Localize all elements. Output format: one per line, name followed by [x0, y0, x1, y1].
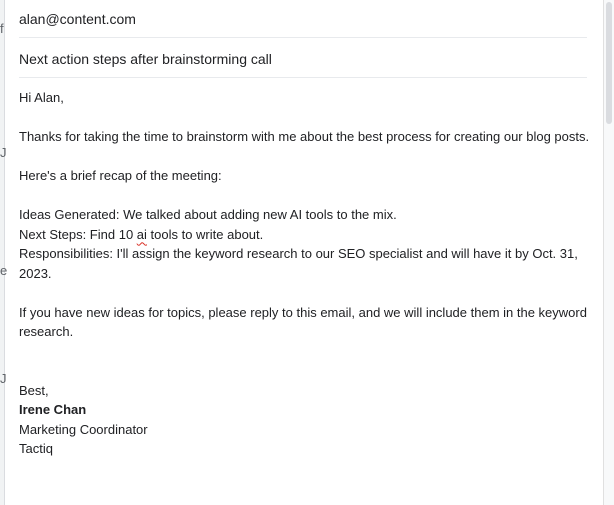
background-text-fragment: J: [0, 145, 7, 160]
sender-title: Marketing Coordinator: [19, 421, 148, 437]
greeting: Hi Alan,: [19, 90, 64, 105]
next-steps-text-end: tools to write about.: [146, 226, 264, 242]
responsibilities-line: Responsibilities: I'll assign the keyword research to our SEO specialist and will have it by Oct. 31, 2023.: [19, 246, 578, 281]
vertical-scrollbar[interactable]: [603, 0, 614, 505]
background-text-fragment: f: [0, 21, 4, 36]
to-field[interactable]: [19, 0, 587, 38]
ideas-line: Ideas Generated: We talked about adding new AI tools to the mix.: [19, 207, 397, 222]
next-steps-line: [19, 225, 591, 245]
sender-name: Irene Chan: [19, 402, 87, 417]
recipient-chip[interactable]: alan@content.com: [19, 11, 136, 27]
message-body[interactable]: [19, 88, 591, 459]
misspelled-word[interactable]: ai: [136, 226, 147, 242]
background-text-fragment: J: [0, 371, 7, 386]
subject-text: Next action steps after brainstorming call: [19, 51, 272, 67]
signoff: Best,: [19, 382, 49, 398]
next-steps-text: Next Steps: Find 10: [19, 226, 137, 242]
closing-request: If you have new ideas for topics, please reply to this email, and we will include them in the keyword research.: [19, 304, 587, 339]
intro-paragraph: Thanks for taking the time to brainstorm with me about the best process for creating our blog posts.: [19, 129, 590, 144]
recap-intro: Here's a brief recap of the meeting:: [19, 168, 222, 183]
sender-company: Tactiq: [19, 441, 53, 456]
background-text-fragment: e: [0, 263, 8, 278]
subject-field[interactable]: [19, 38, 587, 78]
compose-form: [4, 0, 604, 505]
scrollbar-thumb[interactable]: [606, 2, 612, 124]
